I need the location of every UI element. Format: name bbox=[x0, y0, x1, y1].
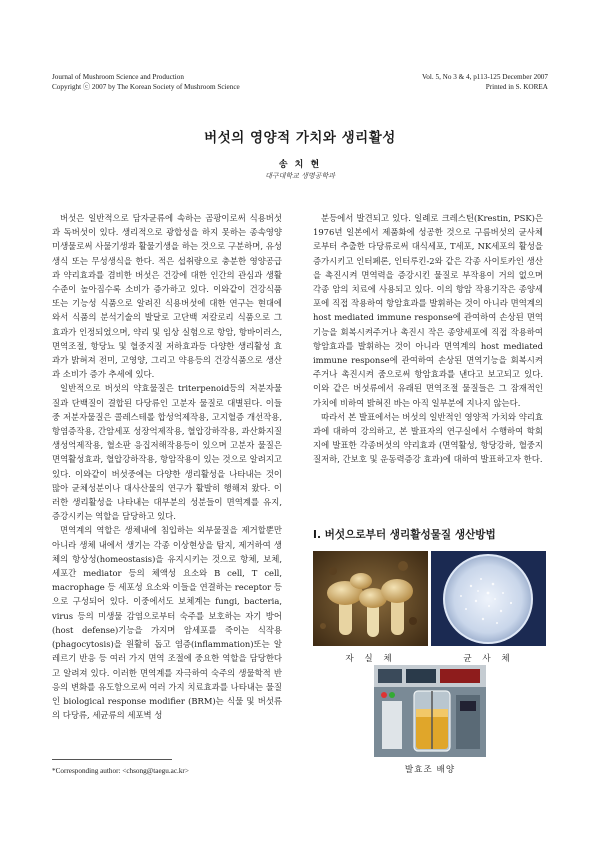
copyright-line: Copyright ⓒ 2007 by The Korean Society of Mushroom Science bbox=[52, 83, 240, 91]
paragraph: 면역계의 역할은 생체내에 침입하는 외부물질을 제거할뿐만 아니라 생체 내에서 생기는 각종 이상현상을 탐지, 제거하여 생체의 항상성(homeostasis)을 유지시키는 것으로 항체, 보체, 세포간 mediator 등의 체액성 요소와 B cell, T cell, macrophage 등 세포성 요소와 이들을 연결하는 receptor 등으로 구성되어 있다. 이중에서도 보체계는 fungi, bacteria, virus 등의 미생물 감염으로부터 숙주를 보호하는 자기 방어(host defense)기능을 가지며 암세포를 죽이는 식작용(phagocytosis)을 원활히 돕고 염증(inflammation)또는 알레르기 반응 등 여러 가지 면역 조절에 중요한 역할을 담당한다고 알려져 있다. 이러한 면역계를 자극하여 숙주의 생물학적 반응의 변화를 유도함으로써 여러 가지 치료효과를 나타내는 물질인 biological response modifier (BRM)는 식물 및 버섯류의 다당류, 세균류의 세포벽 성 bbox=[52, 525, 282, 721]
footnote-divider bbox=[52, 759, 172, 760]
article-title: 버섯의 영양적 가치와 생리활성 bbox=[204, 130, 396, 146]
paragraph: 따라서 본 발표에서는 버섯의 일반적인 영양적 가치와 약리효과에 대하여 강의하고, 본 발표자의 연구실에서 수행하여 학회지에 발표한 각종버섯의 약리효과 (면역활성, 항당강하, 혈중지질저하, 간보호 및 운동력증강 효과)에 대하여 발표하고자 한다. bbox=[313, 411, 543, 465]
corresponding-author-footnote: *Corresponding author: <chsong@taegu.ac.kr> bbox=[52, 767, 189, 775]
journal-name: Journal of Mushroom Science and Production bbox=[52, 73, 184, 81]
section-heading: I. 버섯으로부터 생리활성물질 생산방법 bbox=[313, 529, 496, 541]
author-affiliation: 대구대학교 생명공학과 bbox=[265, 172, 335, 180]
right-column bbox=[313, 211, 543, 467]
printed-info: Printed in S. KOREA bbox=[485, 83, 548, 91]
left-column bbox=[52, 211, 282, 722]
paragraph: 분등에서 발견되고 있다. 일례로 크레스틴(Krestin, PSK)은 1976년 일본에서 제품화에 성공한 것으로 구름버섯의 균사체로부터 추출한 다당류로써 대식세포, T세포, NK세포의 활성을 증가시키고 인터페론, 인터루킨-2와 같은 각종 사이토카인 생산을 촉진시켜 면역력을 증강시킨 물질로 부작용이 거의 없으며 각종 암의 치료에 사용되고 있다. 이의 항암 작용기작은 종양세포에 직접 작용하여 항암효과를 발휘하는 것이 아니라 면역계의 host mediated immune response에 관여하여 손상된 면역기능을 회복시켜주거나 촉진시 작은 종양세포에 직접 작용하여 항암효과를 발휘하는 것이 아니라 면역계의 host mediated immune response에 관여하여 손상된 면역기능을 회복시켜 주거나 촉진시켜 줌으로써 항암효과를 낸다고 보고되고 있다. 이와 같은 버섯류에서 유래된 면역조절 물질들은 그 잠재적인 가치에 비하여 밝혀진 바는 아직 일부분에 지나지 않는다. bbox=[313, 213, 543, 408]
author-name: 송 치 현 bbox=[278, 160, 322, 170]
mycelium-photo bbox=[431, 551, 546, 646]
fermentor-caption: 발효조 배양 bbox=[404, 765, 456, 775]
volume-info: Vol. 5, No 3 & 4, p113-125 December 2007 bbox=[422, 73, 548, 81]
fruiting-body-caption: 자 실 체 bbox=[345, 654, 396, 664]
journal-header-right bbox=[422, 72, 548, 92]
journal-header-left bbox=[52, 72, 240, 92]
paragraph: 일반적으로 버섯의 약효물질은 triterpenoid등의 저분자물질과 단백질이 결합된 다당류인 고분자 물질로 대별된다. 이들 중 저분자물질은 콜레스테롤 합성억제작용, 고지혈증 개선작용, 항염증작용, 간암세포 성장억제작용, 혈압강하작용, 과산화지질 생성억제작용, 혈소판 응집저해작용등이 있으며 고분자 물질은 면역활성효과, 혈압강하작용, 항암작용이 있는 것으로 알려지고 있다. 이와같이 버섯중에는 다양한 생리활성을 나타내는 것이 많아 균체성분이나 대사산물의 연구가 활발히 행해져 왔다. 이러한 생리활성을 나타내는 대부분의 성분들이 면역계를 유지, 증강시키는 역할을 담당하고 있다. bbox=[52, 383, 282, 522]
fermentor-photo bbox=[374, 665, 486, 757]
fruiting-body-photo bbox=[313, 551, 428, 646]
mycelium-caption: 균 사 체 bbox=[463, 654, 514, 664]
paragraph: 버섯은 일반적으로 담자균류에 속하는 곰팡이로써 식용버섯과 독버섯이 있다. 생리적으로 광합성을 하지 못하는 종속영양 미생물로써 사물기생과 활물기생을 하는 것으로 구분하며, 유성생식 또는 무성생식을 한다. 적은 섭취량으로 충분한 영양공급과 약리효과를 겸비한 버섯은 건강에 대한 인간의 관심과 생활수준이 높아짐수록 소비가 증가하고 있다. 이와같이 건강식품 또는 기능성 식품으로 알려진 식용버섯에 대한 연구는 현대에 와서 식품의 분석기술의 발달로 고단백 저칼로리 식품으로 그 효과가 인정되었으며, 약리 및 임상 실험으로 항암, 항바이러스, 면역조절, 항당뇨 및 혈중지질 저하효과등 다양한 생리활성 효과가 밝혀져 전미, 고영양, 그리고 약용등의 건강식품으로 생산과 소비가 증가 추세에 있다. bbox=[52, 213, 282, 380]
